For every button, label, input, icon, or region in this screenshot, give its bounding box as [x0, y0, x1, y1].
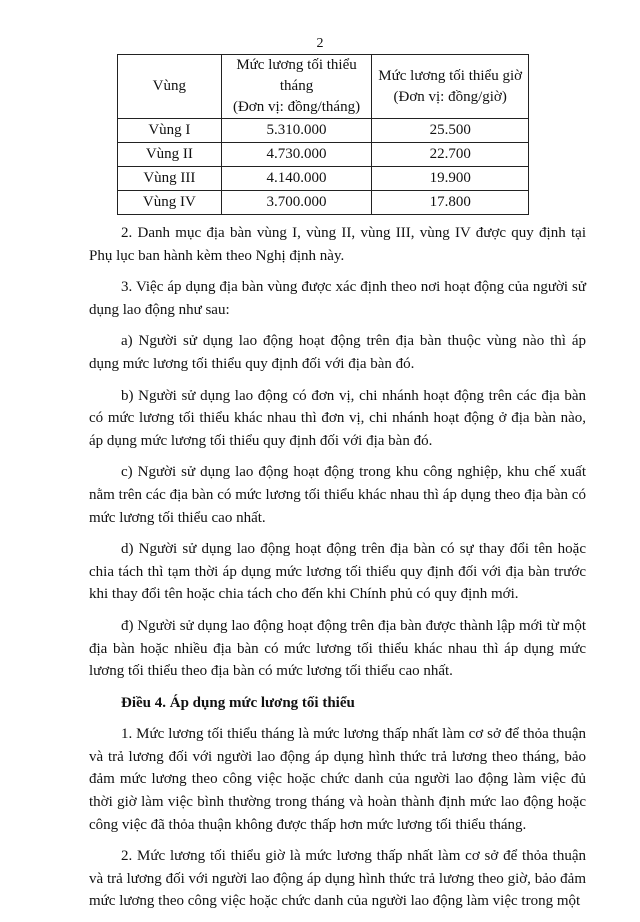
paragraph-3c: c) Người sử dụng lao động hoạt động trong khu công nghiệp, khu chế xuất nằm trên các địa bàn có mức lương tối thiểu khác nhau thì áp dụng theo địa bàn có mức lương tối thiểu cao nhất. [89, 464, 586, 526]
table-row [118, 167, 529, 191]
cell-hourly: 17.800 [372, 191, 529, 215]
header-monthly-wage: Mức lương tối thiểu tháng (Đơn vị: đồng/tháng) [221, 55, 372, 119]
paragraph-3d: d) Người sử dụng lao động hoạt động trên địa bàn có sự thay đổi tên hoặc chia tách thì tạm thời áp dụng mức lương tối thiểu quy định đối với địa bàn trước khi thay đổi tên hoặc chia tách cho đến khi Chính phủ có quy định mới. [89, 541, 586, 603]
article-4-paragraph-1: 1. Mức lương tối thiểu tháng là mức lương thấp nhất làm cơ sở để thỏa thuận và trả lương đối với người lao động áp dụng hình thức trả lương theo tháng, bảo đảm mức lương theo công việc hoặc chức danh của người lao động làm việc đủ thời giờ làm việc bình thường trong tháng và hoàn thành định mức lao động hoặc công việc đã thỏa thuận không được thấp hơn mức lương tối thiểu tháng. [89, 726, 586, 833]
paragraph-3dd: đ) Người sử dụng lao động hoạt động trên địa bàn được thành lập mới từ một địa bàn hoặc nhiều địa bàn có mức lương tối thiểu khác nhau thì áp dụng mức lương tối thiểu theo địa bàn có mức lương tối thiểu cao nhất. [89, 617, 586, 680]
cell-hourly: 19.900 [372, 167, 529, 191]
paragraph-3a: a) Người sử dụng lao động hoạt động trên địa bàn thuộc vùng nào thì áp dụng mức lương tối thiểu quy định đối với địa bàn đó. [89, 333, 586, 372]
paragraph-3b: b) Người sử dụng lao động có đơn vị, chi nhánh hoạt động trên các địa bàn có mức lương tối thiểu khác nhau thì đơn vị, chi nhánh hoạt động ở địa bàn nào, áp dụng mức lương tối thiểu quy định đối với địa bàn đó. [89, 387, 586, 449]
cell-region: Vùng III [118, 167, 222, 191]
cell-monthly: 5.310.000 [221, 119, 372, 143]
article-4-heading: Điều 4. Áp dụng mức lương tối thiểu [121, 694, 355, 711]
table-row [118, 191, 529, 215]
article-4-paragraph-2: 2. Mức lương tối thiểu giờ là mức lương thấp nhất làm cơ sở để thỏa thuận và trả lương đối với người lao động áp dụng hình thức trả lương theo giờ, bảo đảm mức lương theo công việc hoặc chức danh của người lao động làm việc trong một [89, 848, 586, 910]
paragraph-2: 2. Danh mục địa bàn vùng I, vùng II, vùng III, vùng IV được quy định tại Phụ lục ban hành kèm theo Nghị định này. [89, 225, 586, 264]
cell-hourly: 22.700 [372, 143, 529, 167]
cell-monthly: 4.730.000 [221, 143, 372, 167]
cell-region: Vùng II [118, 143, 222, 167]
table-row [118, 143, 529, 167]
document-body [89, 222, 586, 922]
cell-monthly: 4.140.000 [221, 167, 372, 191]
table-row [118, 119, 529, 143]
header-hourly-wage: Mức lương tối thiểu giờ (Đơn vị: đồng/giờ) [372, 55, 529, 119]
minimum-wage-table [117, 54, 529, 215]
header-region: Vùng [118, 55, 222, 119]
table-header-row [118, 55, 529, 119]
cell-hourly: 25.500 [372, 119, 529, 143]
paragraph-3: 3. Việc áp dụng địa bàn vùng được xác định theo nơi hoạt động của người sử dụng lao động như sau: [89, 279, 586, 318]
cell-region: Vùng IV [118, 191, 222, 215]
cell-region: Vùng I [118, 119, 222, 143]
cell-monthly: 3.700.000 [221, 191, 372, 215]
page-number: 2 [316, 36, 324, 51]
